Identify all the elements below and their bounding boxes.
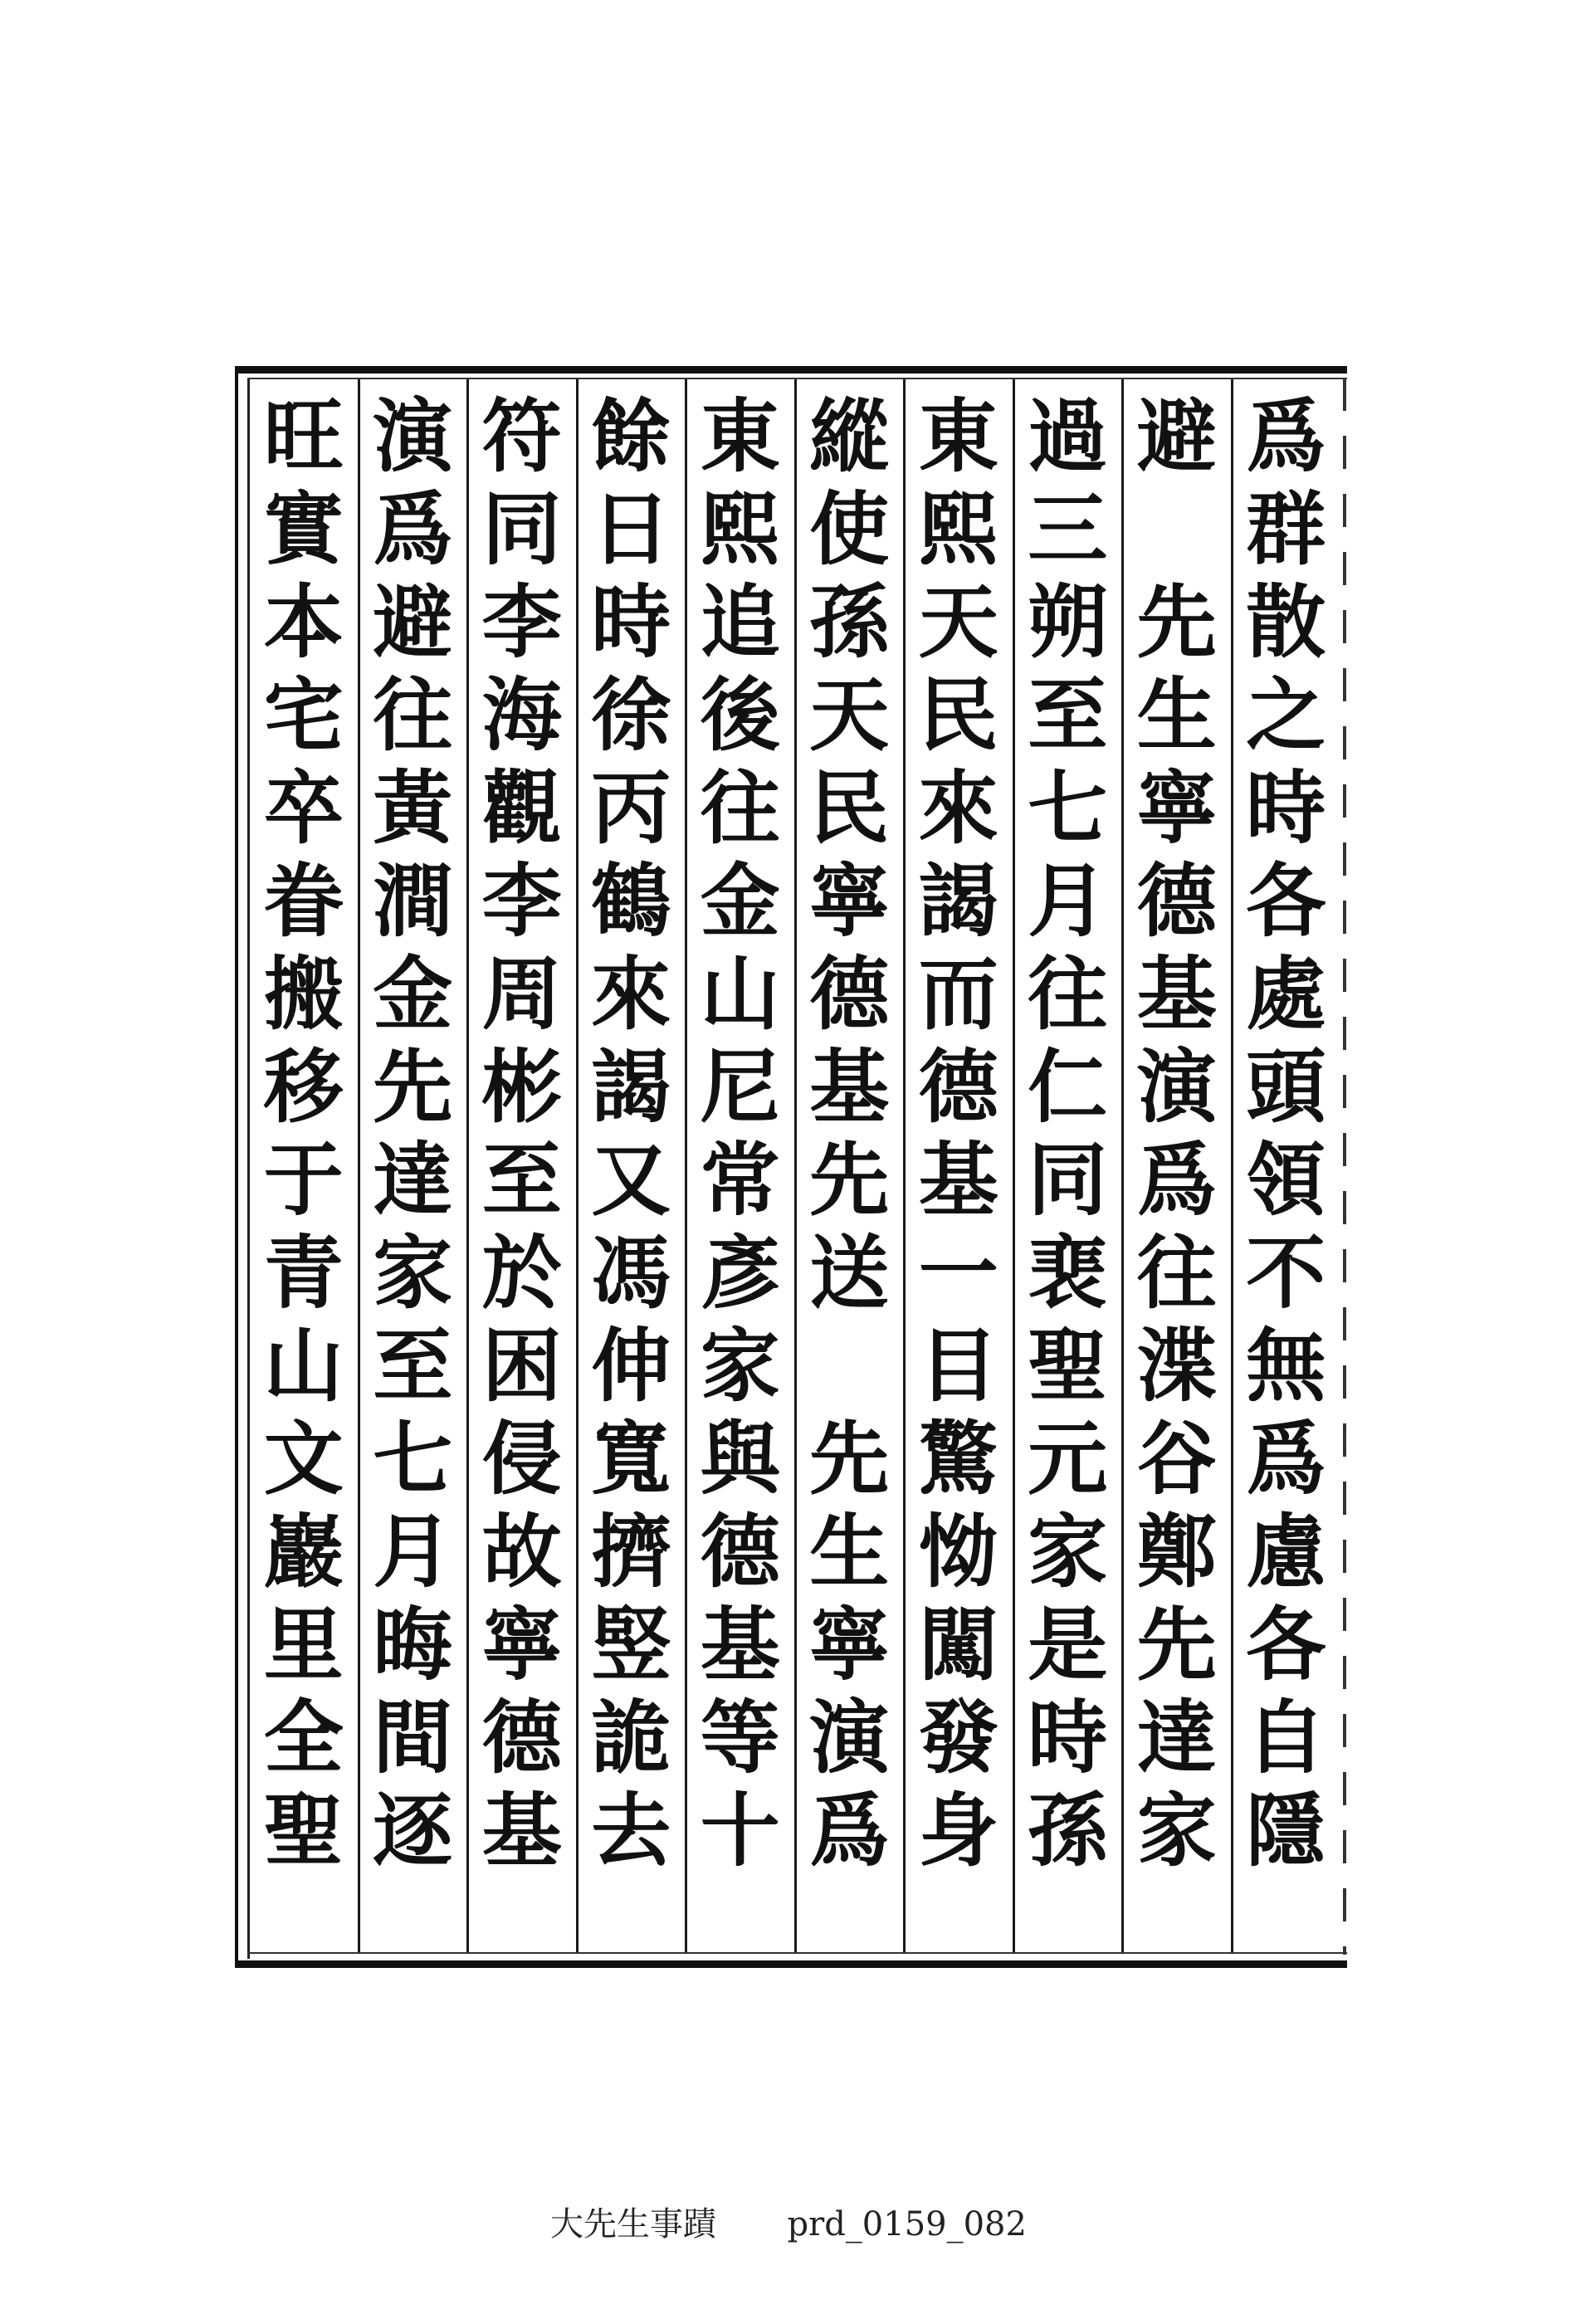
character: 寧	[481, 1598, 562, 1692]
column-rule	[358, 379, 360, 1952]
character: 達	[1136, 1691, 1217, 1784]
character: 裵	[1028, 1226, 1108, 1320]
column-rule	[794, 379, 797, 1952]
character: 觀	[481, 761, 562, 855]
character: 符	[481, 389, 562, 483]
character: 基	[918, 1133, 998, 1227]
character: 怮	[918, 1505, 998, 1599]
character: 逐	[373, 1784, 453, 1877]
character: 達	[373, 1133, 453, 1227]
character: 丙	[591, 761, 671, 855]
character: 時	[591, 575, 671, 669]
character: 實	[263, 482, 344, 576]
column-rule	[466, 379, 469, 1952]
character: 全	[263, 1691, 344, 1784]
character: 民	[809, 761, 890, 855]
character: 闖	[918, 1598, 998, 1692]
character: 來	[591, 947, 671, 1041]
character: 後	[700, 668, 780, 762]
column-rule	[903, 379, 906, 1952]
character: 困	[481, 1319, 562, 1413]
character: 十	[700, 1784, 780, 1877]
character: 寧	[809, 854, 890, 948]
character: 驚	[918, 1412, 998, 1506]
character: 往	[700, 761, 780, 855]
character: 往	[1028, 947, 1108, 1041]
character: 基	[481, 1784, 562, 1877]
character: 一	[918, 1226, 998, 1320]
character: 群	[1246, 482, 1326, 576]
character: 餘	[591, 389, 671, 483]
character: 演	[809, 1691, 890, 1784]
character: 謁	[591, 1040, 671, 1134]
character: 生	[809, 1505, 890, 1599]
character: 不	[1246, 1226, 1326, 1320]
character: 鶴	[591, 854, 671, 948]
character: 爲	[809, 1784, 890, 1877]
character: 德	[700, 1505, 780, 1599]
character: 目	[918, 1319, 998, 1413]
text-column	[582, 390, 680, 1950]
character: 巖	[263, 1505, 344, 1599]
character: 先	[809, 1412, 890, 1506]
character: 金	[700, 854, 780, 948]
character: 至	[373, 1319, 453, 1413]
character: 東	[700, 389, 780, 483]
character: 各	[1246, 854, 1326, 948]
character: 同	[1028, 1133, 1108, 1227]
character: 家	[1028, 1505, 1108, 1599]
character: 於	[481, 1226, 562, 1320]
character: 寧	[809, 1598, 890, 1692]
frame-inner-left-rule	[247, 378, 250, 1959]
character: 晦	[373, 1598, 453, 1692]
text-column	[1018, 390, 1116, 1950]
character: 熙	[918, 482, 998, 576]
character: 德	[809, 947, 890, 1041]
character: 同	[481, 482, 562, 576]
character: 七	[1028, 761, 1108, 855]
character: 家	[700, 1319, 780, 1413]
character: 里	[263, 1598, 344, 1692]
character: 月	[373, 1505, 453, 1599]
character: 身	[918, 1784, 998, 1877]
text-column	[1128, 390, 1226, 1950]
character: 自	[1246, 1691, 1326, 1784]
character: 間	[373, 1691, 453, 1784]
character: 爲	[1136, 1133, 1217, 1227]
character: 避	[1136, 389, 1217, 483]
character: 于	[263, 1133, 344, 1227]
character: 往	[373, 668, 453, 762]
character: 渫	[1136, 1319, 1217, 1413]
character: 周	[481, 947, 562, 1041]
character: 山	[263, 1319, 344, 1413]
character: 處	[1246, 947, 1326, 1041]
column-rule	[576, 379, 579, 1952]
page-footer	[0, 2198, 1577, 2245]
character: 東	[918, 389, 998, 483]
character: 民	[918, 668, 998, 762]
text-column	[1237, 390, 1335, 1950]
character: 元	[1028, 1412, 1108, 1506]
character: 澗	[373, 854, 453, 948]
character: 時	[1028, 1691, 1108, 1784]
column-rule	[685, 379, 687, 1952]
character: 馮	[591, 1226, 671, 1320]
character: 侵	[481, 1412, 562, 1506]
character: 海	[481, 668, 562, 762]
character: 慮	[1246, 1505, 1326, 1599]
character: 山	[700, 947, 780, 1041]
character: 天	[918, 575, 998, 669]
character: 家	[373, 1226, 453, 1320]
character: 基	[809, 1040, 890, 1134]
character: 眷	[263, 854, 344, 948]
character: 去	[591, 1784, 671, 1877]
character: 等	[700, 1691, 780, 1784]
character: 詭	[591, 1691, 671, 1784]
character: 宅	[263, 668, 344, 762]
character: 黃	[373, 761, 453, 855]
character: 又	[591, 1133, 671, 1227]
character: 擠	[591, 1505, 671, 1599]
column-rule	[1121, 379, 1124, 1952]
frame-right-edge	[1343, 378, 1346, 1955]
character: 先	[1136, 575, 1217, 669]
character: 家	[1136, 1784, 1217, 1877]
character: 散	[1246, 575, 1326, 669]
character: 送	[809, 1226, 890, 1320]
character: 李	[481, 575, 562, 669]
character: 三	[1028, 482, 1108, 576]
character: 徐	[591, 668, 671, 762]
text-column	[473, 390, 571, 1950]
character: 來	[918, 761, 998, 855]
character: 先	[809, 1133, 890, 1227]
character: 七	[373, 1412, 453, 1506]
character: 故	[481, 1505, 562, 1599]
character: 先	[1136, 1598, 1217, 1692]
character: 鄭	[1136, 1505, 1217, 1599]
column-rule	[1013, 379, 1015, 1952]
character: 發	[918, 1691, 998, 1784]
character: 聖	[263, 1784, 344, 1877]
character: 搬	[263, 947, 344, 1041]
character: 寧	[1136, 761, 1217, 855]
text-column	[364, 390, 461, 1950]
character: 至	[481, 1133, 562, 1227]
character: 而	[918, 947, 998, 1041]
character: 謁	[918, 854, 998, 948]
character: 避	[373, 575, 453, 669]
character: 月	[1028, 854, 1108, 948]
character: 青	[263, 1226, 344, 1320]
character: 爲	[1246, 1412, 1326, 1506]
character: 孫	[809, 575, 890, 669]
character: 仁	[1028, 1040, 1108, 1134]
character: 谷	[1136, 1412, 1217, 1506]
character: 伸	[591, 1319, 671, 1413]
character: 先	[373, 1040, 453, 1134]
character: 往	[1136, 1226, 1217, 1320]
character: 基	[1136, 947, 1217, 1041]
character: 李	[481, 854, 562, 948]
character: 常	[700, 1133, 780, 1227]
character: 卒	[263, 761, 344, 855]
character: 隱	[1246, 1784, 1326, 1877]
character: 演	[373, 389, 453, 483]
character	[1137, 483, 1217, 576]
character: 時	[1246, 761, 1326, 855]
character: 竪	[591, 1598, 671, 1692]
character: 與	[700, 1412, 780, 1506]
character: 孫	[1028, 1784, 1108, 1877]
character: 縱	[809, 389, 890, 483]
character: 無	[1246, 1319, 1326, 1413]
character: 各	[1246, 1598, 1326, 1692]
character: 日	[591, 482, 671, 576]
character: 追	[700, 575, 780, 669]
character: 天	[809, 668, 890, 762]
character: 熙	[700, 482, 780, 576]
character: 旺	[263, 389, 344, 483]
frame-inner-top-rule	[247, 378, 1347, 379]
character: 彬	[481, 1040, 562, 1134]
character: 之	[1246, 668, 1326, 762]
frame-inner-bottom-rule	[247, 1952, 1347, 1954]
character: 爲	[1246, 389, 1326, 483]
text-column	[910, 390, 1008, 1950]
footer-title: 大先生事蹟	[550, 2205, 717, 2243]
text-column	[691, 390, 789, 1950]
text-column	[255, 390, 353, 1950]
character: 尼	[700, 1040, 780, 1134]
character: 領	[1246, 1133, 1326, 1227]
character: 朔	[1028, 575, 1108, 669]
character: 過	[1028, 389, 1108, 483]
character: 基	[700, 1598, 780, 1692]
character: 彥	[700, 1226, 780, 1320]
character: 頭	[1246, 1040, 1326, 1134]
character: 德	[1136, 854, 1217, 948]
column-rule	[1231, 379, 1233, 1952]
character: 爲	[373, 482, 453, 576]
character: 本	[263, 575, 344, 669]
character: 德	[918, 1040, 998, 1134]
footer-code: prd_0159_082	[787, 2205, 1027, 2243]
character: 文	[263, 1412, 344, 1506]
character: 是	[1028, 1598, 1108, 1692]
character: 使	[809, 482, 890, 576]
character: 演	[1136, 1040, 1217, 1134]
text-column	[800, 390, 898, 1950]
character: 德	[481, 1691, 562, 1784]
character: 移	[263, 1040, 344, 1134]
character	[809, 1320, 889, 1413]
character: 生	[1136, 668, 1217, 762]
character: 至	[1028, 668, 1108, 762]
character: 金	[373, 947, 453, 1041]
character: 寬	[591, 1412, 671, 1506]
character: 聖	[1028, 1319, 1108, 1413]
